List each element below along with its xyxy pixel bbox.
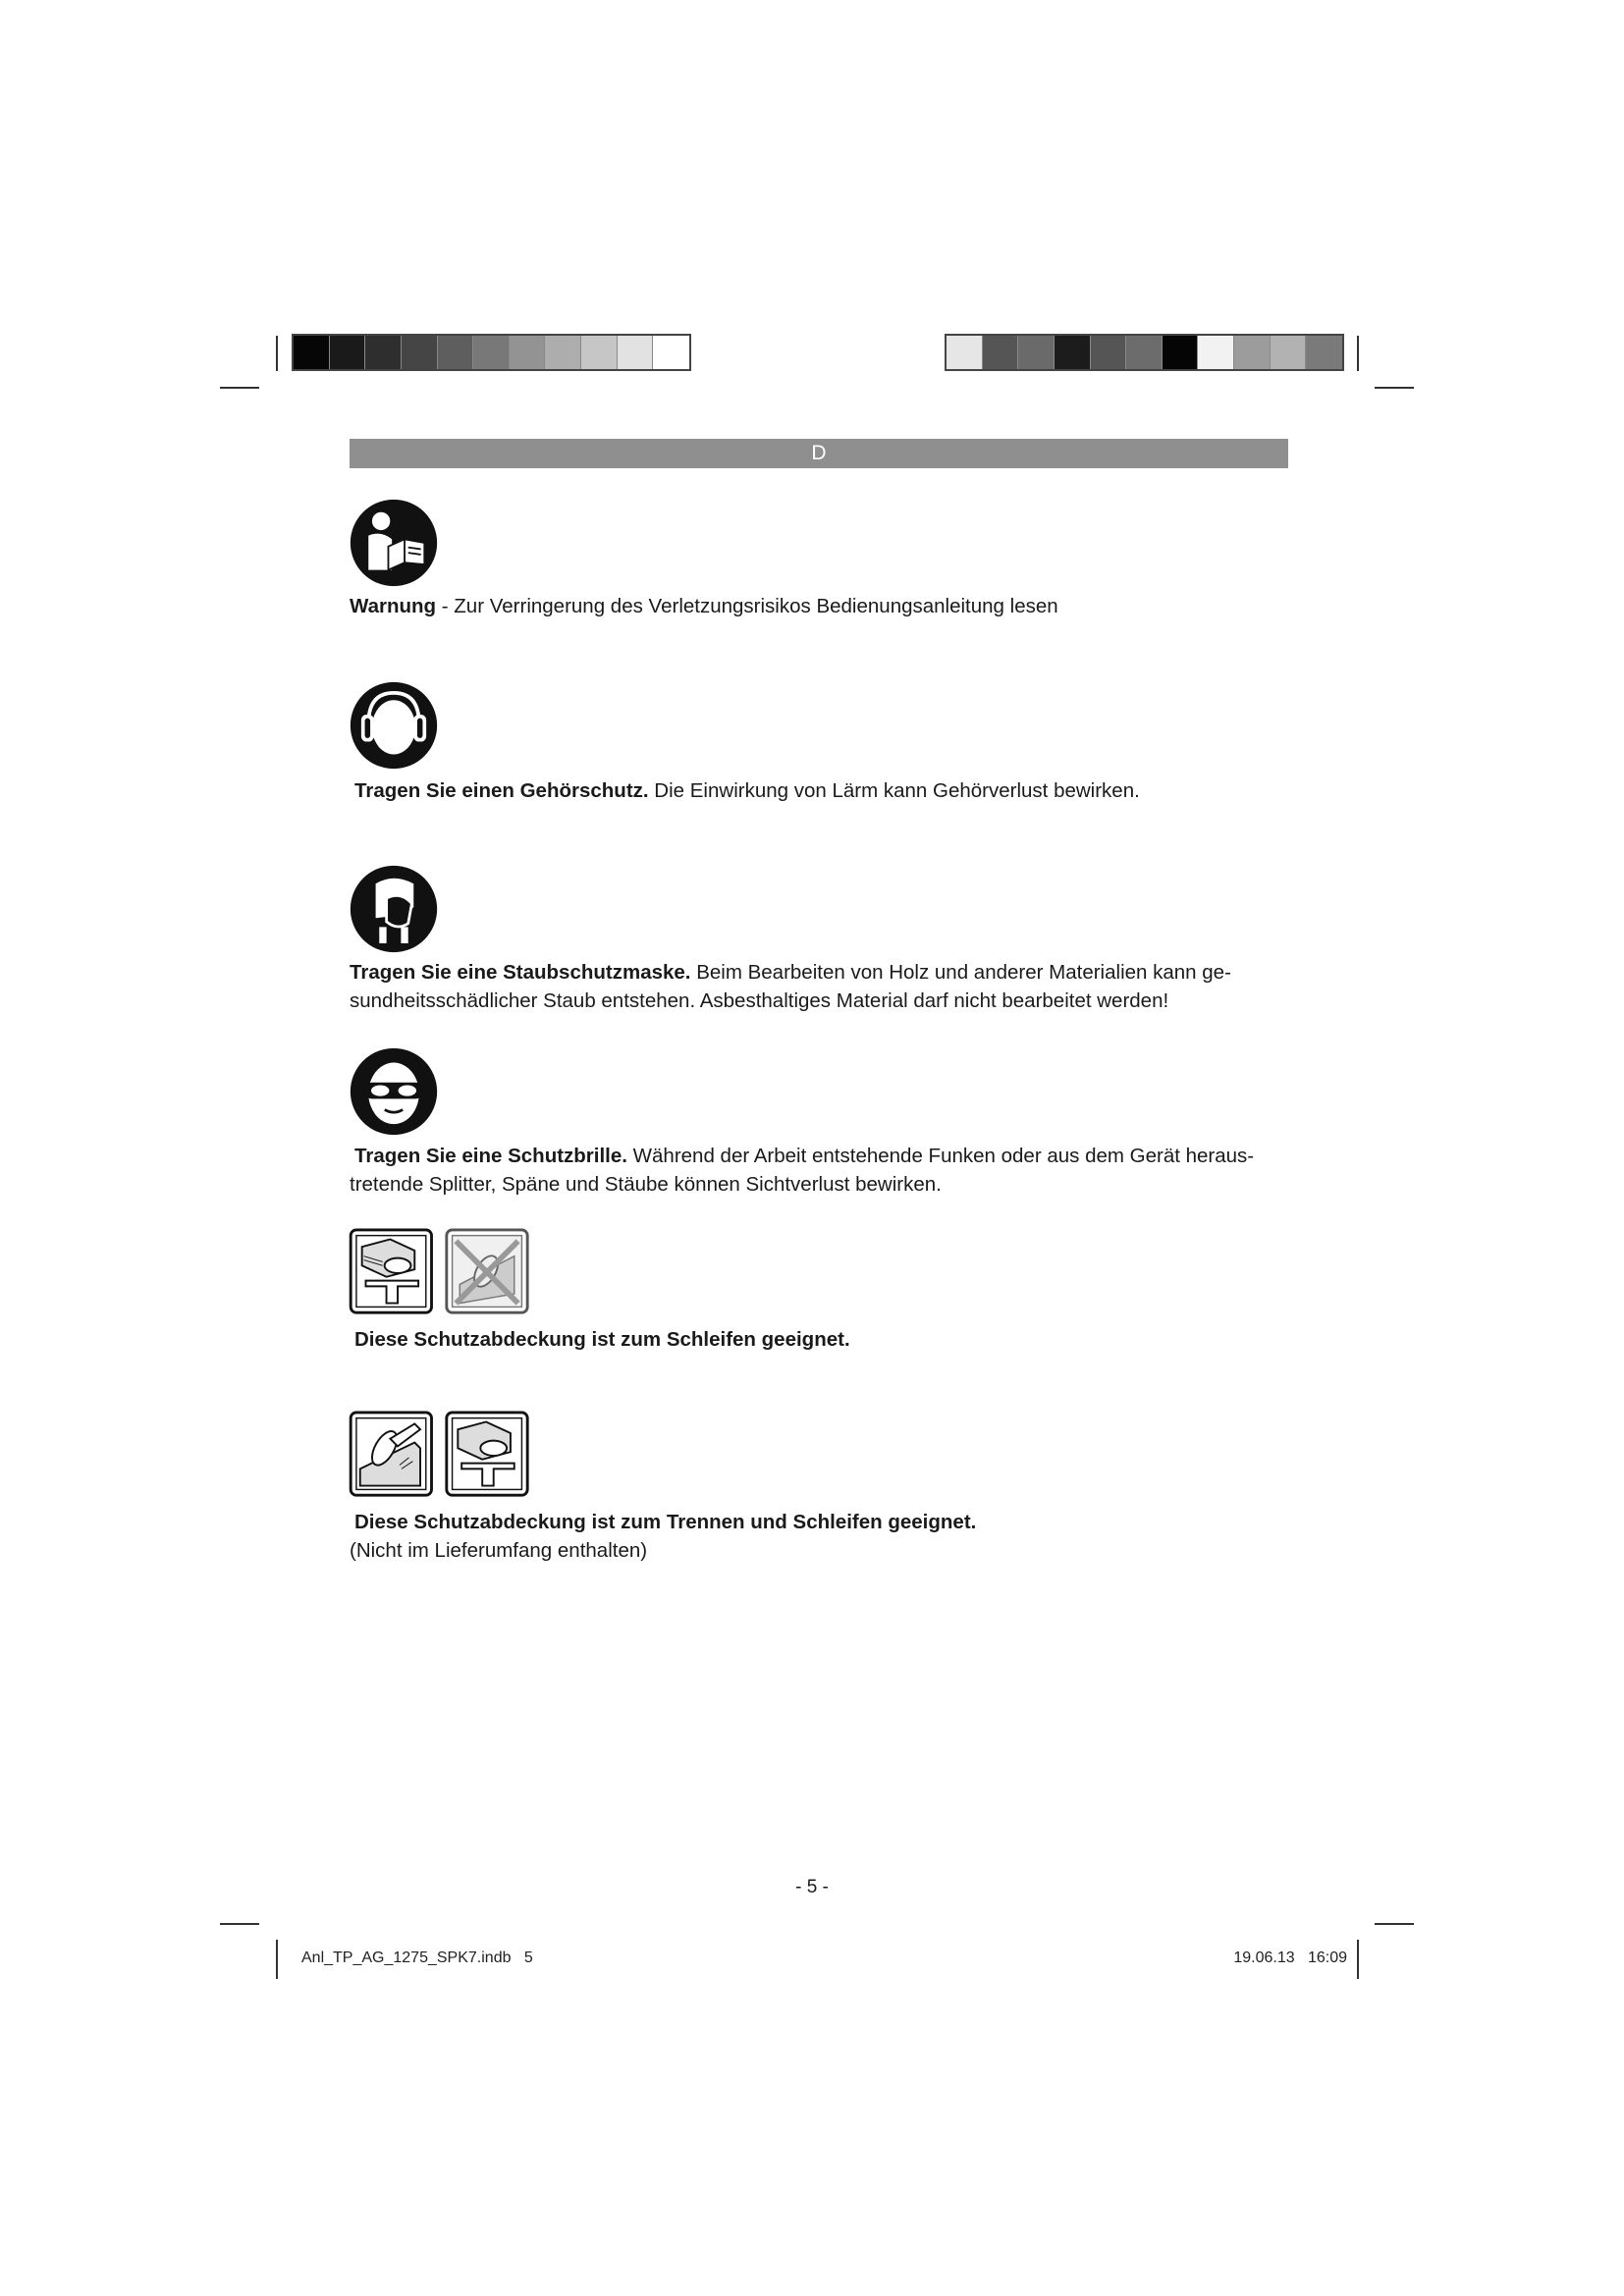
symbol-text-ear-protection — [354, 776, 1297, 805]
color-registration-bar-right — [945, 334, 1344, 371]
symbol-desc: Während der Arbeit entstehende Funken oder aus dem Gerät heraus- — [626, 1145, 1255, 1167]
crop-mark-right-top — [1357, 336, 1359, 371]
ear-protection-icon — [349, 680, 439, 771]
symbol-desc: - Zur Verringerung des Verletzungsrisikos Bedienungsanleitung lesen — [436, 595, 1058, 617]
color-swatch — [473, 336, 510, 369]
symbol-text-grinding-guard — [354, 1325, 1297, 1354]
safety-goggles-icon — [349, 1046, 439, 1137]
color-swatch — [618, 336, 654, 369]
crop-mark-right-bottom — [1357, 1940, 1359, 1979]
color-swatch — [545, 336, 581, 369]
color-swatch — [1018, 336, 1055, 369]
crop-mark-h-right-top — [1375, 387, 1414, 389]
cutting-grinding-guard-icon — [349, 1411, 537, 1499]
symbol-title: Warnung — [350, 595, 437, 617]
color-swatch — [1306, 336, 1342, 369]
color-registration-bar-left — [292, 334, 691, 371]
symbol-text-dust-mask — [350, 958, 1292, 1015]
symbol-title: Diese Schutzabdeckung ist zum Trennen und Schleifen geeignet. — [354, 1511, 977, 1533]
color-swatch — [1163, 336, 1199, 369]
crop-mark-h-right-bottom — [1375, 1923, 1414, 1925]
color-swatch — [1126, 336, 1163, 369]
symbol-desc: Die Einwirkung von Lärm kann Gehörverlust bewirken. — [648, 779, 1140, 802]
color-swatch — [438, 336, 474, 369]
color-swatch — [653, 336, 689, 369]
page-number: - 5 - — [795, 1877, 829, 1897]
footer-datetime: 19.06.13 16:09 — [1233, 1949, 1347, 1966]
color-swatch — [1234, 336, 1271, 369]
symbol-title: Tragen Sie einen Gehörschutz. — [354, 779, 649, 802]
section-letter: D — [811, 442, 827, 464]
crop-mark-left-bottom — [276, 1940, 278, 1979]
color-swatch — [581, 336, 618, 369]
read-manual-icon — [349, 498, 439, 588]
footer-filename: Anl_TP_AG_1275_SPK7.indb 5 — [301, 1949, 533, 1966]
symbol-title: Tragen Sie eine Schutzbrille. — [354, 1145, 627, 1167]
symbol-text-safety-goggles — [350, 1142, 1297, 1199]
symbol-text-read-manual — [350, 592, 1292, 620]
symbol-desc-line2: sundheitsschädlicher Staub entstehen. Asbesthaltiges Material darf nicht bearbeitet werden! — [350, 989, 1169, 1012]
color-swatch — [947, 336, 983, 369]
symbol-desc: Beim Bearbeiten von Holz und anderer Materialien kann ge- — [690, 961, 1231, 984]
crop-mark-h-left-top — [220, 387, 259, 389]
color-swatch — [294, 336, 330, 369]
color-swatch — [1055, 336, 1091, 369]
symbol-note: (Nicht im Lieferumfang enthalten) — [350, 1539, 648, 1562]
crop-mark-left-top — [276, 336, 278, 371]
color-swatch — [1271, 336, 1307, 369]
color-swatch — [983, 336, 1019, 369]
symbol-title: Tragen Sie eine Staubschutzmaske. — [350, 961, 691, 984]
color-swatch — [330, 336, 366, 369]
symbol-title: Diese Schutzabdeckung ist zum Schleifen geeignet. — [354, 1328, 850, 1351]
crop-mark-h-left-bottom — [220, 1923, 259, 1925]
symbol-text-cutting-grinding-guard — [350, 1508, 1297, 1565]
color-swatch — [510, 336, 546, 369]
symbol-desc-line2: tretende Splitter, Späne und Stäube können Sichtverlust bewirken. — [350, 1173, 942, 1196]
color-swatch — [1198, 336, 1234, 369]
color-swatch — [365, 336, 402, 369]
section-header-band — [350, 439, 1288, 468]
color-swatch — [1091, 336, 1127, 369]
dust-mask-icon — [349, 864, 439, 954]
grinding-guard-icon — [349, 1228, 537, 1316]
color-swatch — [402, 336, 438, 369]
